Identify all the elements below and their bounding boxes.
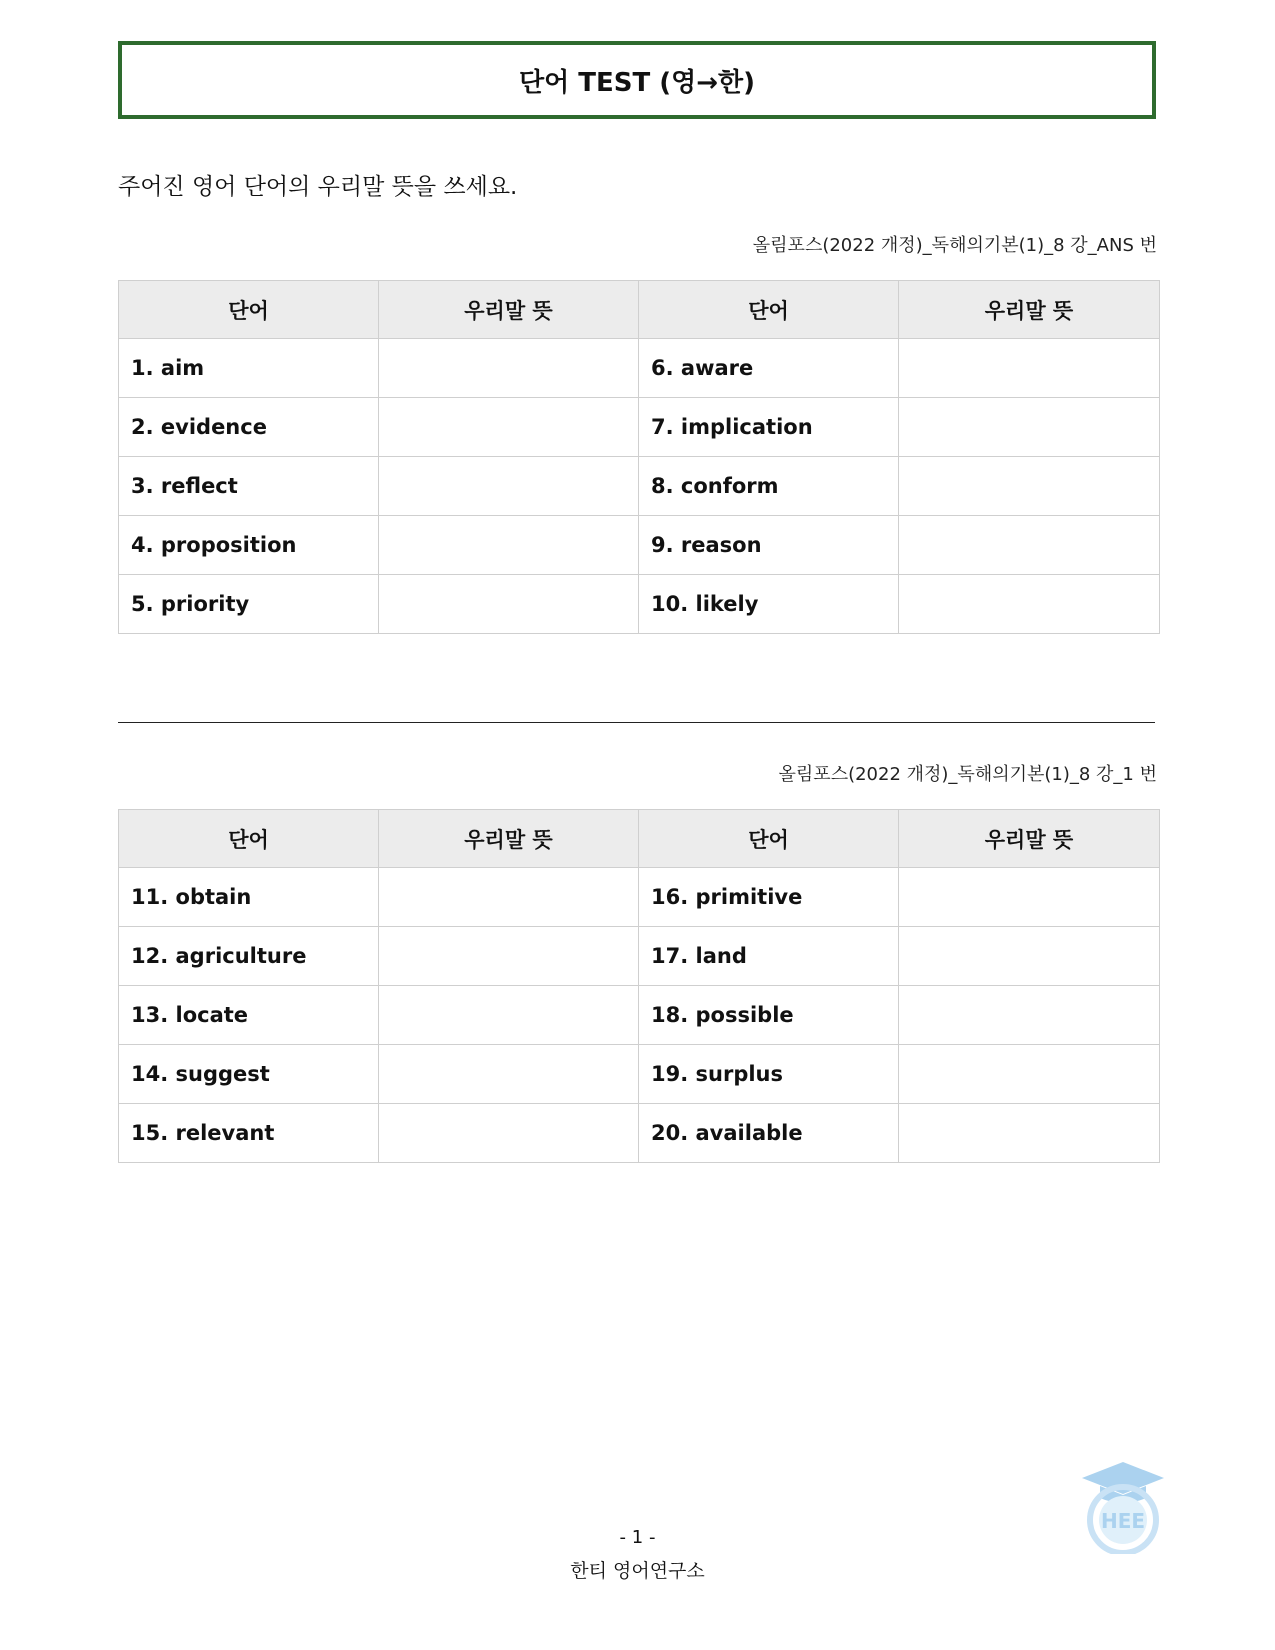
answer-cell[interactable]: [379, 398, 639, 457]
word-cell: 5. priority: [119, 575, 379, 634]
word-cell: 20. available: [639, 1104, 899, 1163]
table-row: [119, 1045, 1160, 1104]
word-cell: 19. surplus: [639, 1045, 899, 1104]
answer-cell[interactable]: [899, 339, 1160, 398]
table-row: [119, 398, 1160, 457]
page-number: - 1 -: [619, 1527, 656, 1548]
word-cell: 12. agriculture: [119, 927, 379, 986]
word-cell: 6. aware: [639, 339, 899, 398]
answer-cell[interactable]: [899, 1045, 1160, 1104]
answer-cell[interactable]: [379, 986, 639, 1045]
answer-cell[interactable]: [899, 927, 1160, 986]
svg-text:HEE: HEE: [1100, 1509, 1146, 1533]
hee-logo: [1078, 1458, 1168, 1554]
header-meaning: 우리말 뜻: [379, 281, 639, 339]
answer-cell[interactable]: [899, 575, 1160, 634]
section-source-2: 올림포스(2022 개정)_독해의기본(1)_8 강_1 번: [778, 764, 1157, 785]
word-cell: 7. implication: [639, 398, 899, 457]
table-row: [119, 1104, 1160, 1163]
table-row: [119, 457, 1160, 516]
table-row: [119, 575, 1160, 634]
vocab-table-2: [118, 809, 1160, 1163]
table-row: [119, 927, 1160, 986]
answer-cell[interactable]: [899, 457, 1160, 516]
word-cell: 4. proposition: [119, 516, 379, 575]
instruction-text: 주어진 영어 단어의 우리말 뜻을 쓰세요.: [118, 174, 518, 200]
word-cell: 10. likely: [639, 575, 899, 634]
word-cell: 2. evidence: [119, 398, 379, 457]
title-box: [118, 41, 1156, 119]
table-row: [119, 339, 1160, 398]
header-meaning: 우리말 뜻: [899, 281, 1160, 339]
section-source-1: 올림포스(2022 개정)_독해의기본(1)_8 강_ANS 번: [752, 235, 1157, 256]
word-cell: 15. relevant: [119, 1104, 379, 1163]
header-meaning: 우리말 뜻: [899, 810, 1160, 868]
answer-cell[interactable]: [379, 1045, 639, 1104]
answer-cell[interactable]: [899, 398, 1160, 457]
word-cell: 1. aim: [119, 339, 379, 398]
answer-cell[interactable]: [899, 516, 1160, 575]
page-title: 단어 TEST (영→한): [518, 67, 756, 98]
table-row: [119, 868, 1160, 927]
header-word: 단어: [119, 810, 379, 868]
section-divider: [118, 722, 1155, 723]
header-word: 단어: [119, 281, 379, 339]
answer-cell[interactable]: [379, 516, 639, 575]
answer-cell[interactable]: [379, 927, 639, 986]
answer-cell[interactable]: [899, 1104, 1160, 1163]
answer-cell[interactable]: [379, 457, 639, 516]
table-header-row: [119, 281, 1160, 339]
word-cell: 8. conform: [639, 457, 899, 516]
word-cell: 16. primitive: [639, 868, 899, 927]
graduation-cap-logo-icon: [1078, 1458, 1168, 1554]
word-cell: 14. suggest: [119, 1045, 379, 1104]
word-cell: 13. locate: [119, 986, 379, 1045]
word-cell: 3. reflect: [119, 457, 379, 516]
answer-cell[interactable]: [899, 986, 1160, 1045]
answer-cell[interactable]: [379, 339, 639, 398]
word-cell: 18. possible: [639, 986, 899, 1045]
table-row: [119, 986, 1160, 1045]
answer-cell[interactable]: [379, 1104, 639, 1163]
header-word: 단어: [639, 281, 899, 339]
footer-organization: 한티 영어연구소: [570, 1560, 705, 1582]
word-cell: 17. land: [639, 927, 899, 986]
table-header-row: [119, 810, 1160, 868]
word-cell: 9. reason: [639, 516, 899, 575]
answer-cell[interactable]: [379, 868, 639, 927]
vocab-table-1: [118, 280, 1160, 634]
header-word: 단어: [639, 810, 899, 868]
answer-cell[interactable]: [379, 575, 639, 634]
word-cell: 11. obtain: [119, 868, 379, 927]
table-row: [119, 516, 1160, 575]
header-meaning: 우리말 뜻: [379, 810, 639, 868]
answer-cell[interactable]: [899, 868, 1160, 927]
